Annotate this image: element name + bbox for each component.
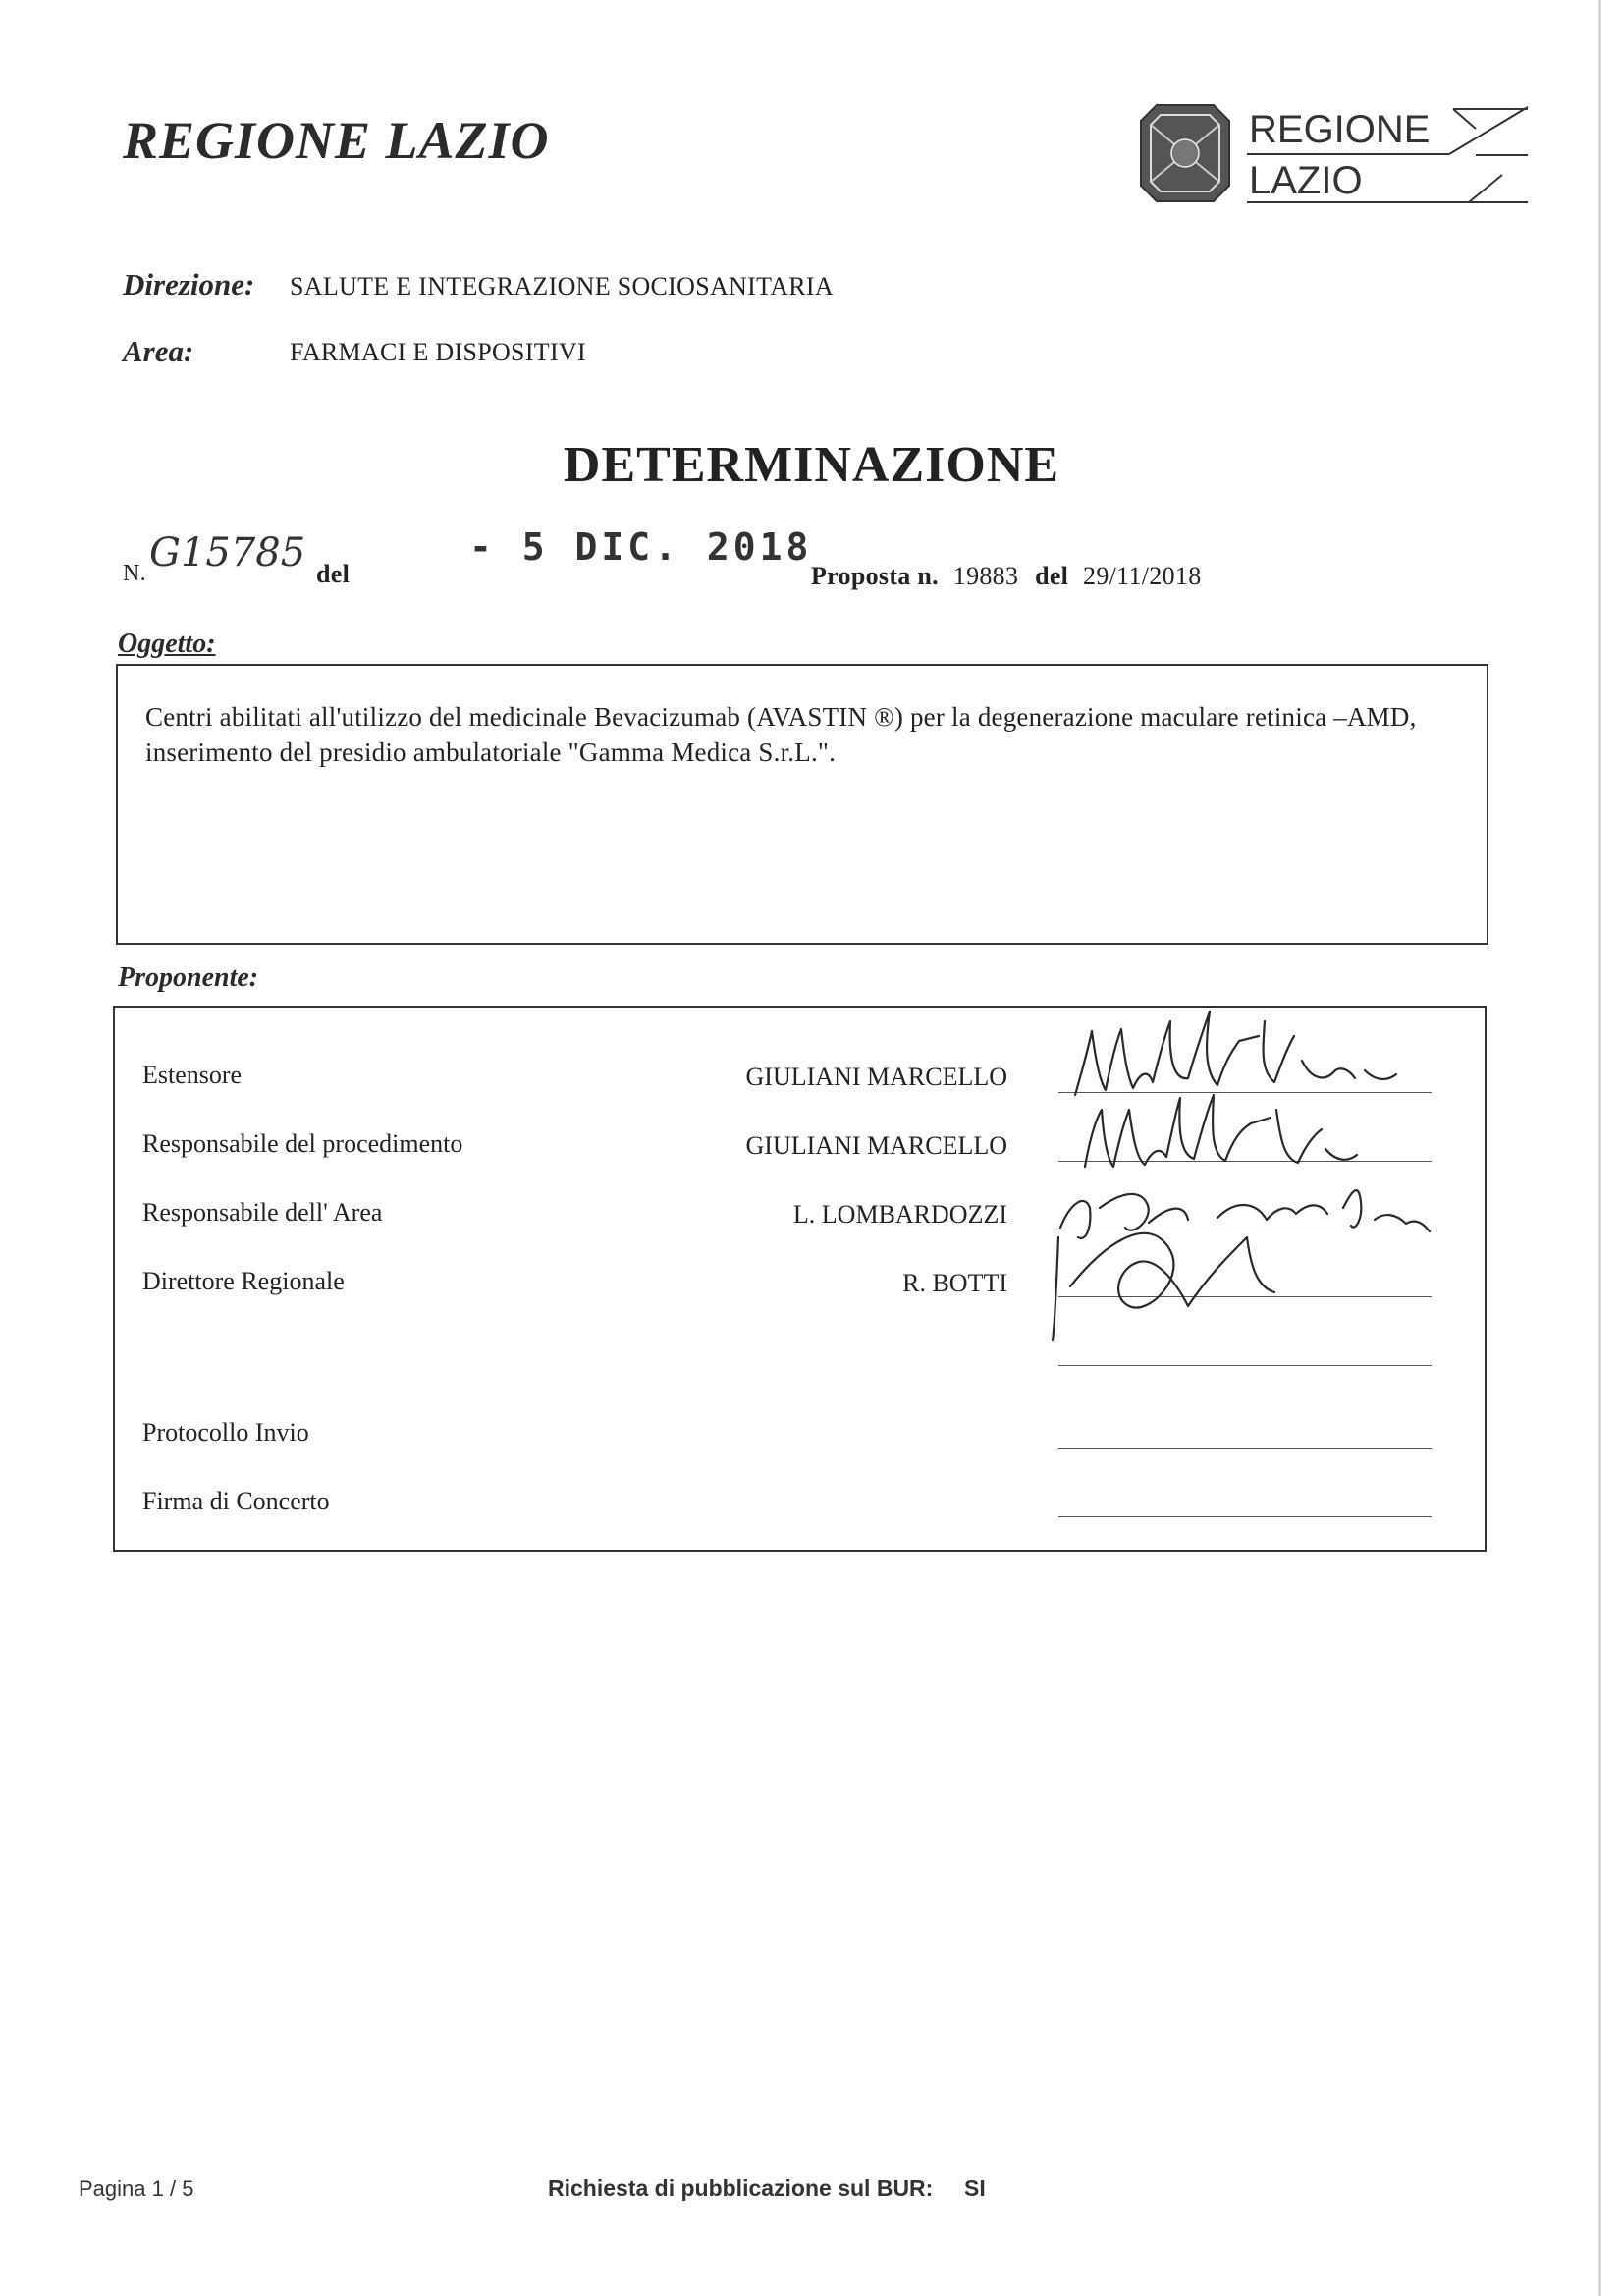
del-label: del xyxy=(316,560,351,588)
proposta-number: 19883 xyxy=(952,562,1019,590)
date-stamp: - 5 DIC. 2018 xyxy=(469,525,813,569)
richiesta-pubblicazione-label: Richiesta di pubblicazione sul BUR: xyxy=(548,2175,934,2201)
direzione-value: SALUTE E INTEGRAZIONE SOCIOSANITARIA xyxy=(290,272,834,301)
header-title: REGIONE LAZIO xyxy=(123,111,550,170)
richiesta-pubblicazione-value: SI xyxy=(964,2175,986,2201)
proposta-date: 29/11/2018 xyxy=(1083,562,1202,590)
number-handwritten: G15785 xyxy=(149,530,306,575)
page-number: Pagina 1 / 5 xyxy=(79,2176,194,2201)
number-label: N. xyxy=(123,561,146,586)
proposta-label: Proposta n. xyxy=(811,562,939,590)
page-edge xyxy=(1598,0,1601,2296)
document-title: DETERMINAZIONE xyxy=(563,437,1060,493)
oggetto-line-1: Centri abilitati all'utilizzo del medicinale Bevacizumab (AVASTIN ®) per la degenerazione maculare retinica –AMD, xyxy=(145,702,1417,732)
firma-concerto-label: Firma di Concerto xyxy=(142,1487,330,1515)
row-name-responsabile-area: L. LOMBARDOZZI xyxy=(792,1200,1007,1229)
oggetto-label: Oggetto: xyxy=(118,629,216,659)
oggetto-text xyxy=(145,699,1481,770)
signature-line-7 xyxy=(1058,1516,1432,1517)
protocollo-invio-label: Protocollo Invio xyxy=(142,1418,309,1447)
logo-emblem-icon xyxy=(1141,105,1229,201)
signature-line-5 xyxy=(1058,1365,1432,1366)
logo-text-lazio: LAZIO xyxy=(1249,159,1363,202)
area-label: Area: xyxy=(123,334,194,368)
row-role-responsabile-procedimento: Responsabile del procedimento xyxy=(142,1129,463,1158)
regione-lazio-logo xyxy=(1137,101,1530,209)
row-role-responsabile-area: Responsabile dell' Area xyxy=(142,1198,383,1227)
row-role-estensore: Estensore xyxy=(142,1061,243,1089)
handwritten-signatures xyxy=(1031,992,1492,1345)
signature-line-6 xyxy=(1058,1448,1432,1449)
row-role-direttore-regionale: Direttore Regionale xyxy=(142,1267,345,1295)
area-value: FARMACI E DISPOSITIVI xyxy=(290,338,586,366)
row-name-responsabile-procedimento: GIULIANI MARCELLO xyxy=(745,1131,1007,1160)
oggetto-line-2: inserimento del presidio ambulatoriale "Gamma Medica S.r.L.". xyxy=(145,738,837,767)
logo-text-regione: REGIONE xyxy=(1249,108,1431,151)
row-name-estensore: GIULIANI MARCELLO xyxy=(745,1063,1007,1091)
row-name-direttore-regionale: R. BOTTI xyxy=(902,1269,1007,1297)
direzione-label: Direzione: xyxy=(123,267,255,301)
proponente-label: Proponente: xyxy=(118,962,259,993)
proposta-del-label: del xyxy=(1035,562,1069,590)
